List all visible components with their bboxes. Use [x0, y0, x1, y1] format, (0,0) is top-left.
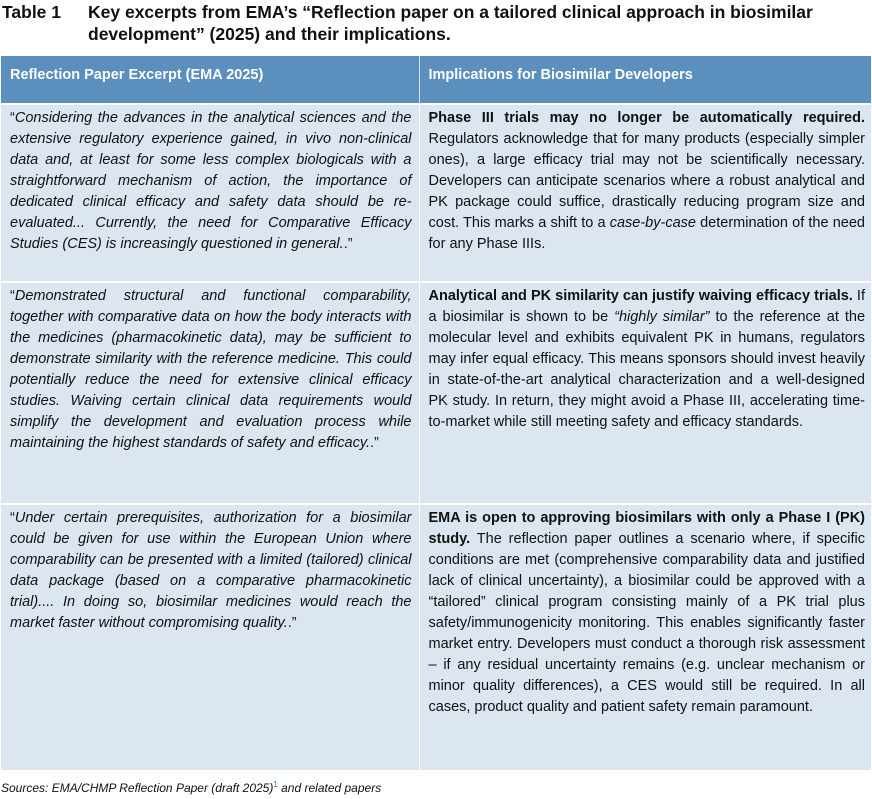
sources-note [1, 780, 381, 795]
implication-text: determination of the need for any Phase IIIs. [428, 215, 865, 252]
footnote-reference[interactable]: 1 [273, 780, 278, 789]
implication-emphasis: case-by-case [609, 215, 696, 231]
column-header-excerpt: Reflection Paper Excerpt (EMA 2025) [1, 56, 419, 104]
excerpt-cell: “Demonstrated structural and functional comparability, together with comparative data on how the body interacts with the medicines (pharmacokinetic data), may be sufficient to demonstrate similarity with the reference medicine. This could potentially reduce the need for extensive clinical efficacy studies. Waiving certain clinical data requirements would simplify the development and evaluation process while maintaining the highest standards of safety and efficacy..” [1, 282, 419, 504]
excerpt-cell: “Under certain prerequisites, authorization for a biosimilar could be given for use within the European Union where comparability can be presented with a limited (tailored) clinical data package (based on a comparative pharmacokinetic trial).... In doing so, biosimilar medicines would reach the market faster without compromising quality..” [1, 504, 419, 770]
table-row [1, 104, 871, 282]
column-header-implications: Implications for Biosimilar Developers [419, 56, 871, 104]
implication-emphasis: “highly similar” [614, 309, 710, 325]
table-label: Table 1 [2, 2, 62, 22]
excerpt-text: Demonstrated structural and functional comparability, together with comparative data on how the body interacts with the medicines (pharmacokinetic data), may be sufficient to demonstrate similarity with the reference medicine. This could potentially reduce the need for extensive clinical efficacy studies. Waiving certain clinical data requirements would simplify the development and evaluation process while maintaining the highest standards of safety and efficacy. [10, 288, 412, 451]
implication-lead: Phase III trials may no longer be automatically required. [428, 110, 865, 126]
excerpts-table [1, 56, 871, 770]
implication-text: to the reference at the molecular level and exhibits equivalent PK in humans, regulators may infer equal efficacy. This means sponsors should invest heavily in state-of-the-art analytical characterization and a well-designed PK study. In return, they might avoid a Phase III, accelerating time-to-market while still meeting safety and efficacy standards. [428, 309, 866, 430]
table-row [1, 504, 871, 770]
table-caption [0, 0, 872, 52]
sources-text-suffix: and related papers [277, 781, 382, 795]
implication-lead: Analytical and PK similarity can justify waiving efficacy trials. [428, 288, 853, 304]
implication-text: Regulators acknowledge that for many products (especially simpler ones), a large efficacy trial may not be scientifically necessary. Developers can anticipate scenarios where a robust analytical and PK package could suffice, drastically reducing program size and cost. This marks a shift to a [428, 131, 865, 231]
table-header-row [1, 56, 871, 104]
excerpt-text: Considering the advances in the analytical sciences and the extensive regulatory experience gained, in vivo non-clinical data and, at least for some less complex biologicals with a straightforward mechanism of action, the importance of dedicated clinical efficacy and safety data should be re-evaluated... Currently, the need for Comparative Efficacy Studies (CES) is increasingly questioned in general. [10, 110, 412, 252]
sources-text: Sources: EMA/CHMP Reflection Paper (draft 2025) [1, 781, 274, 795]
implication-cell [419, 104, 871, 282]
excerpt-cell: “Considering the advances in the analytical sciences and the extensive regulatory experience gained, in vivo non-clinical data and, at least for some less complex biologicals with a straightforward mechanism of action, the importance of dedicated clinical efficacy and safety data should be re-evaluated... Currently, the need for Comparative Efficacy Studies (CES) is increasingly questioned in general..” [1, 104, 419, 282]
implication-text: If a biosimilar is shown to be [428, 288, 865, 325]
implication-cell [419, 282, 871, 504]
table-title: Key excerpts from EMA’s “Reflection paper on a tailored clinical approach in biosimilar development” (2025) and their implications. [88, 2, 813, 44]
table-row [1, 282, 871, 504]
implication-text: The reflection paper outlines a scenario where, if specific conditions are met (comprehensive comparability data and justified lack of clinical uncertainty), a biosimilar could be approved with a “tailored” clinical program consisting mainly of a PK trial plus safety/immunogenicity monitoring. This enables significantly faster market entry. Developers must conduct a thorough risk assessment – if any residual uncertainty remains (e.g. unclear mechanism or minor quality differences), a CES would still be required. In all cases, product quality and patient safety remain paramount. [428, 531, 865, 715]
excerpt-text: Under certain prerequisites, authorization for a biosimilar could be given for use within the European Union where comparability can be presented with a limited (tailored) clinical data package (based on a comparative pharmacokinetic trial).... In doing so, biosimilar medicines would reach the market faster without compromising quality. [10, 510, 412, 631]
implication-lead: EMA is open to approving biosimilars with only a Phase I (PK) study. [428, 510, 865, 547]
implication-cell [419, 504, 871, 770]
